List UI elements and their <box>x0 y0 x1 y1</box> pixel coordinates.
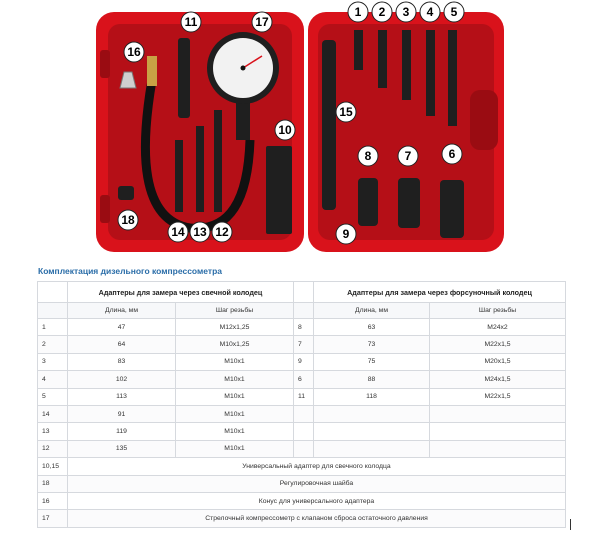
adapter-13 <box>196 126 204 212</box>
right-thread-cell <box>430 405 566 422</box>
right-number-cell: 8 <box>294 319 314 336</box>
adapter-3 <box>402 30 411 100</box>
table-row <box>38 510 566 527</box>
adapter-7 <box>398 178 420 228</box>
header-blank <box>38 303 68 319</box>
left-length-cell: 64 <box>68 336 176 353</box>
callout-5 <box>444 2 464 22</box>
item-number-cell: 10,15 <box>38 458 68 475</box>
item-number-cell: 16 <box>38 492 68 509</box>
svg-text:3: 3 <box>402 5 410 19</box>
brass-fitting <box>147 56 157 86</box>
adapter-10 <box>266 146 292 234</box>
col-thread-left: Шаг резьбы <box>176 303 294 319</box>
left-thread-cell: M10x1 <box>176 440 294 457</box>
right-length-cell: 118 <box>314 388 430 405</box>
adapter-15 <box>322 40 336 210</box>
callout-2 <box>372 2 392 22</box>
col-thread-right: Шаг резьбы <box>430 303 566 319</box>
left-number-cell: 5 <box>38 388 68 405</box>
item-number-cell: 17 <box>38 510 68 527</box>
group-header-row <box>38 282 566 303</box>
left-thread-cell: M10x1 <box>176 353 294 370</box>
adapter-12 <box>214 110 222 212</box>
header-blank <box>294 282 314 303</box>
right-length-cell: 75 <box>314 353 430 370</box>
right-number-cell <box>294 423 314 440</box>
left-number-cell: 14 <box>38 405 68 422</box>
callout-12 <box>212 222 232 242</box>
table-row <box>38 319 566 336</box>
product-photo <box>0 0 600 262</box>
table-row <box>38 353 566 370</box>
table-row <box>38 371 566 388</box>
callout-15 <box>336 102 356 122</box>
callout-1 <box>348 2 368 22</box>
right-number-cell <box>294 405 314 422</box>
svg-text:8: 8 <box>364 149 372 163</box>
callout-3 <box>396 2 416 22</box>
callout-7 <box>398 146 418 166</box>
left-thread-cell: M10x1 <box>176 405 294 422</box>
right-thread-cell <box>430 440 566 457</box>
left-number-cell: 2 <box>38 336 68 353</box>
left-thread-cell: M12x1,25 <box>176 319 294 336</box>
svg-text:10: 10 <box>278 123 292 137</box>
left-length-cell: 91 <box>68 405 176 422</box>
adapter-6 <box>440 180 464 238</box>
callout-4 <box>420 2 440 22</box>
left-number-cell: 13 <box>38 423 68 440</box>
spec-table <box>37 281 566 528</box>
left-length-cell: 113 <box>68 388 176 405</box>
svg-text:4: 4 <box>426 5 434 19</box>
group-left-header: Адаптеры для замера через свечной колодец <box>68 282 294 303</box>
col-length-left: Длина, мм <box>68 303 176 319</box>
header-blank <box>38 282 68 303</box>
svg-text:2: 2 <box>378 5 386 19</box>
callout-16 <box>124 42 144 62</box>
svg-text:6: 6 <box>448 147 456 161</box>
svg-text:16: 16 <box>127 45 141 59</box>
right-length-cell <box>314 405 430 422</box>
header-blank <box>294 303 314 319</box>
callout-14 <box>168 222 188 242</box>
left-length-cell: 83 <box>68 353 176 370</box>
callout-17 <box>252 12 272 32</box>
left-thread-cell: M10x1,25 <box>176 336 294 353</box>
table-row <box>38 336 566 353</box>
svg-text:13: 13 <box>193 225 207 239</box>
group-right-header: Адаптеры для замера через форсуночный колодец <box>314 282 566 303</box>
right-number-cell: 9 <box>294 353 314 370</box>
svg-text:1: 1 <box>354 5 362 19</box>
right-length-cell: 63 <box>314 319 430 336</box>
table-row <box>38 388 566 405</box>
right-thread-cell <box>430 423 566 440</box>
item-description-cell: Конус для универсального адаптера <box>68 492 566 509</box>
right-length-cell <box>314 440 430 457</box>
adapter-2 <box>378 30 387 88</box>
col-length-right: Длина, мм <box>314 303 430 319</box>
left-length-cell: 47 <box>68 319 176 336</box>
right-thread-cell: M22x1,5 <box>430 388 566 405</box>
callout-8 <box>358 146 378 166</box>
svg-text:17: 17 <box>255 15 269 29</box>
text-cursor <box>570 519 571 530</box>
table-row <box>38 475 566 492</box>
left-length-cell: 102 <box>68 371 176 388</box>
left-length-cell: 119 <box>68 423 176 440</box>
callout-11 <box>181 12 201 32</box>
right-number-cell <box>294 440 314 457</box>
left-length-cell: 135 <box>68 440 176 457</box>
svg-text:11: 11 <box>184 15 198 29</box>
table-caption: Комплектация дизельного компрессометра <box>38 266 222 276</box>
left-thread-cell: M10x1 <box>176 371 294 388</box>
left-number-cell: 4 <box>38 371 68 388</box>
svg-text:5: 5 <box>450 5 458 19</box>
right-thread-cell: M24x2 <box>430 319 566 336</box>
item-number-cell: 18 <box>38 475 68 492</box>
column-header-row <box>38 303 566 319</box>
washer-18 <box>118 186 134 200</box>
right-number-cell: 7 <box>294 336 314 353</box>
callout-9 <box>336 224 356 244</box>
table-row <box>38 405 566 422</box>
left-number-cell: 12 <box>38 440 68 457</box>
callout-10 <box>275 120 295 140</box>
adapter-8 <box>358 178 378 226</box>
table-row <box>38 458 566 475</box>
table-row <box>38 492 566 509</box>
right-number-cell: 6 <box>294 371 314 388</box>
adapter-1 <box>354 30 363 70</box>
table-row <box>38 440 566 457</box>
left-number-cell: 3 <box>38 353 68 370</box>
right-thread-cell: M24x1,5 <box>430 371 566 388</box>
adapter-11 <box>178 38 190 118</box>
adapter-14 <box>175 140 183 212</box>
callout-13 <box>190 222 210 242</box>
right-length-cell: 73 <box>314 336 430 353</box>
right-length-cell <box>314 423 430 440</box>
svg-text:7: 7 <box>404 149 412 163</box>
svg-text:14: 14 <box>171 225 185 239</box>
item-description-cell: Универсальный адаптер для свечного колодца <box>68 458 566 475</box>
item-description-cell: Регулировочная шайба <box>68 475 566 492</box>
left-thread-cell: M10x1 <box>176 423 294 440</box>
right-thread-cell: M20x1,5 <box>430 353 566 370</box>
svg-text:15: 15 <box>339 105 353 119</box>
svg-text:9: 9 <box>342 227 350 241</box>
adapter-5 <box>448 30 457 126</box>
adapter-4 <box>426 30 435 116</box>
right-number-cell: 11 <box>294 388 314 405</box>
svg-text:18: 18 <box>121 213 135 227</box>
right-length-cell: 88 <box>314 371 430 388</box>
left-number-cell: 1 <box>38 319 68 336</box>
callout-6 <box>442 144 462 164</box>
table-row <box>38 423 566 440</box>
right-thread-cell: M22x1,5 <box>430 336 566 353</box>
item-description-cell: Стрелочный компрессометр с клапаном сброса остаточного давления <box>68 510 566 527</box>
callout-18 <box>118 210 138 230</box>
left-thread-cell: M10x1 <box>176 388 294 405</box>
svg-text:12: 12 <box>215 225 229 239</box>
